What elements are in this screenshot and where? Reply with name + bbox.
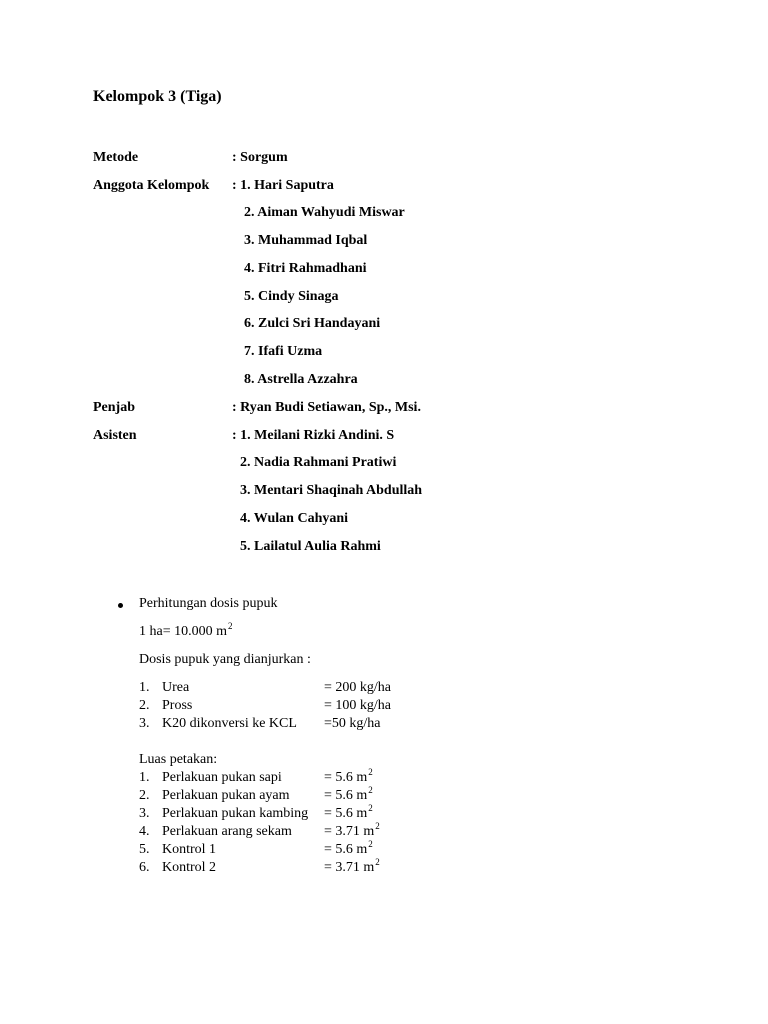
anggota-member: 4. Fitri Rahmadhani [244,261,367,276]
luas-num: 4. [139,824,150,839]
luas-value: = 5.6 $m^2$ [324,785,373,803]
asisten-member: 4. Wulan Cahyani [240,511,349,526]
dosis-heading: Dosis pupuk yang dianjurkan : [139,652,311,667]
anggota-member: : 1. Hari Saputra [232,178,334,193]
metode-label: Metode [93,150,139,165]
dosis-name: Pross [162,698,193,713]
anggota-label: Anggota Kelompok [93,178,210,193]
asisten-label: Asisten [93,428,137,443]
dosis-value: =50 kg/ha [324,716,381,731]
luas-value: = 5.6 $m^2$ [324,803,373,821]
luas-num: 6. [139,860,150,875]
dosis-name: Urea [162,680,190,695]
calc-heading: Perhitungan dosis pupuk [139,596,278,611]
luas-name: Perlakuan arang sekam [162,824,292,839]
luas-heading: Luas petakan: [139,752,218,767]
penjab-value: : Ryan Budi Setiawan, Sp., Msi. [232,400,421,415]
luas-name: Perlakuan pukan sapi [162,770,282,785]
area-line: 1 ha= 10.000 $m^2$ [139,621,233,639]
luas-value: = 3.71 $m^2$ [324,857,380,875]
dosis-value: = 200 kg/ha [324,680,391,695]
asisten-member: : 1. Meilani Rizki Andini. S [232,428,395,443]
anggota-member: 8. Astrella Azzahra [244,372,358,387]
luas-num: 1. [139,770,150,785]
anggota-member: 2. Aiman Wahyudi Miswar [244,205,405,220]
dosis-name: K20 dikonversi ke KCL [162,716,297,731]
luas-name: Kontrol 2 [162,860,217,875]
asisten-member: 3. Mentari Shaqinah Abdullah [240,483,423,498]
anggota-member: 3. Muhammad Iqbal [244,233,368,248]
luas-value: = 3.71 $m^2$ [324,821,380,839]
bullet-icon [118,603,123,608]
metode-value: : Sorgum [232,150,288,165]
luas-name: Perlakuan pukan kambing [162,806,309,821]
luas-value: = 5.6 $m^2$ [324,767,373,785]
luas-num: 5. [139,842,150,857]
anggota-member: 7. Ifafi Uzma [244,344,323,359]
luas-name: Perlakuan pukan ayam [162,788,290,803]
dosis-num: 1. [139,680,150,695]
luas-num: 2. [139,788,150,803]
dosis-value: = 100 kg/ha [324,698,391,713]
dosis-num: 2. [139,698,150,713]
page-title: Kelompok 3 (Tiga) [93,88,222,105]
dosis-num: 3. [139,716,150,731]
luas-num: 3. [139,806,150,821]
asisten-member: 2. Nadia Rahmani Pratiwi [240,455,397,470]
asisten-member: 5. Lailatul Aulia Rahmi [240,539,381,554]
anggota-member: 5. Cindy Sinaga [244,289,339,304]
luas-name: Kontrol 1 [162,842,217,857]
penjab-label: Penjab [93,400,135,415]
anggota-member: 6. Zulci Sri Handayani [244,316,381,331]
luas-value: = 5.6 $m^2$ [324,839,373,857]
